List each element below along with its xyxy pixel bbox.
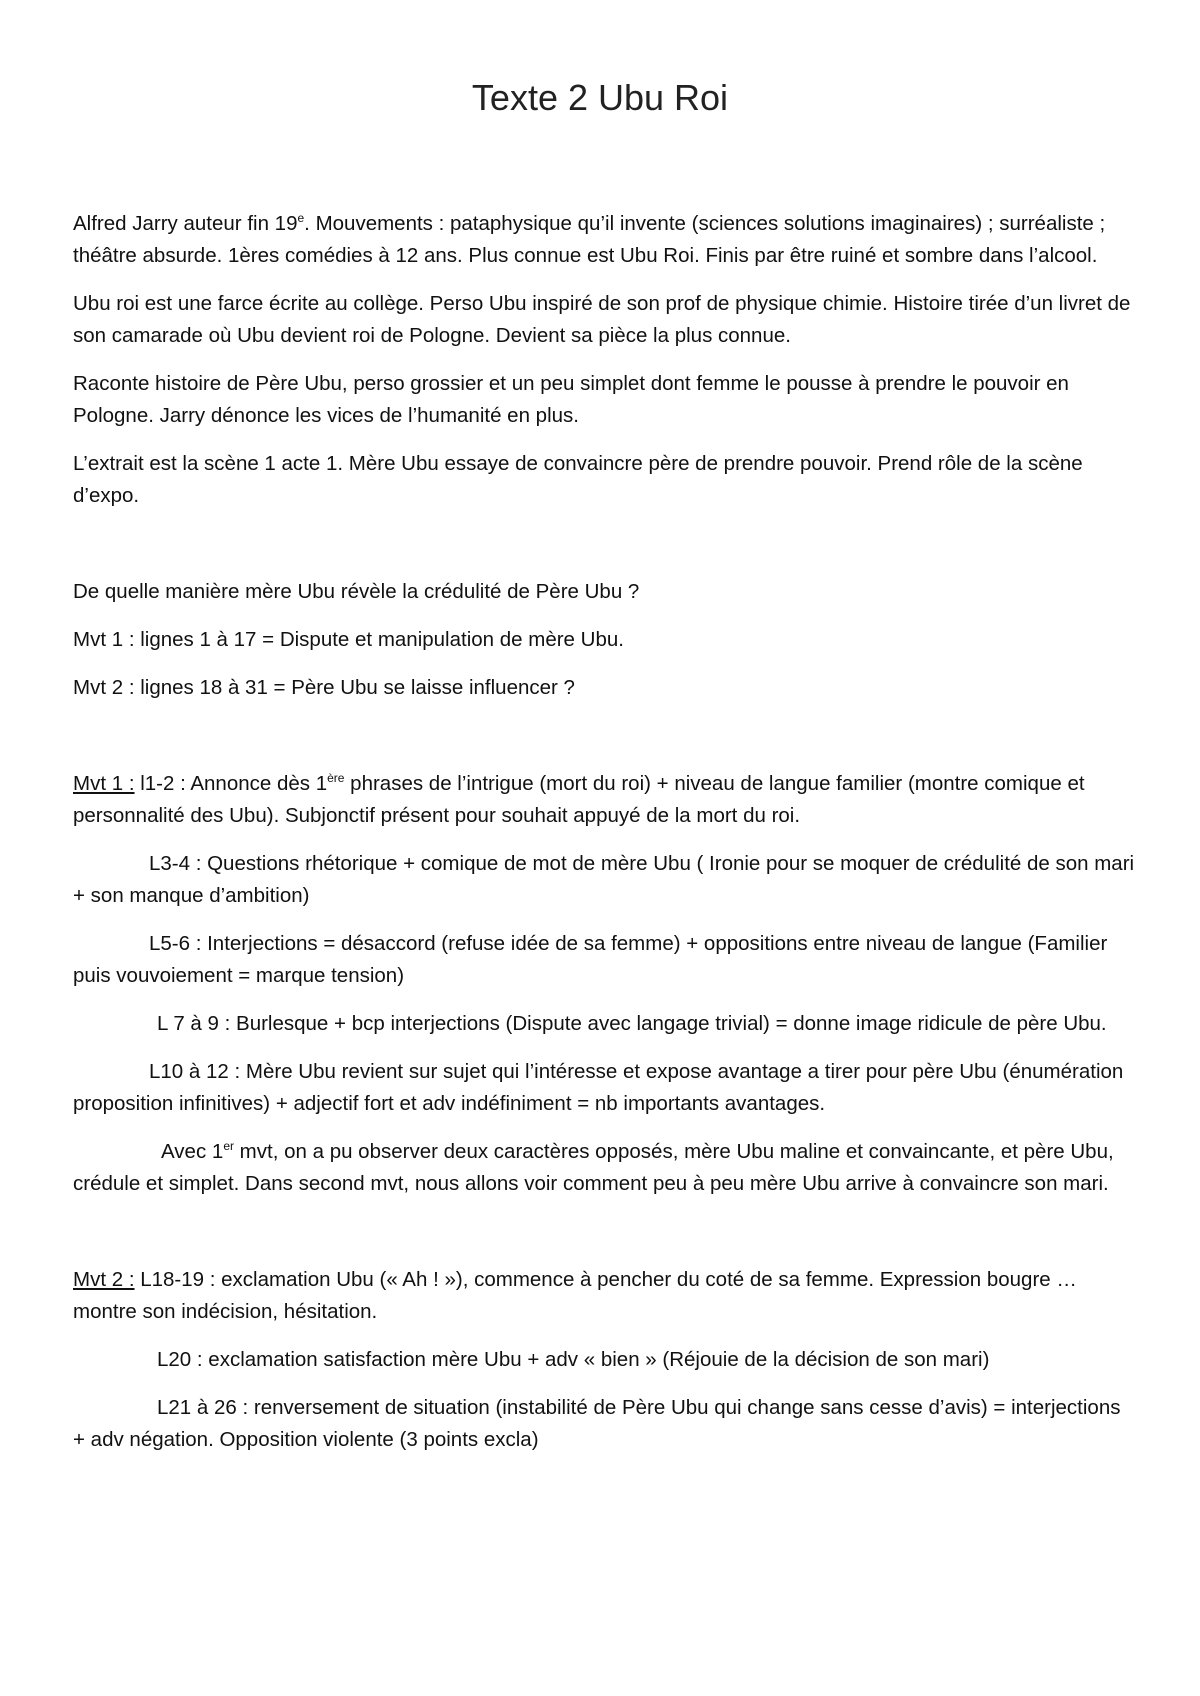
mvt1-lines-3-4: L3-4 : Questions rhétorique + comique de mot de mère Ubu ( Ironie pour se moquer de crédulité de son mari + son manque d’ambition) <box>73 852 1135 907</box>
spacer <box>73 1216 1137 1264</box>
mvt1-lines-10-12: L10 à 12 : Mère Ubu revient sur sujet qui l’intéresse et expose avantage a tirer pour père Ubu (énumération proposition infinitives) + adjectif fort et adv indéfiniment = nb importants avantages. <box>73 1060 1124 1115</box>
mvt1-lines-5-6: L5-6 : Interjections = désaccord (refuse idée de sa femme) + oppositions entre niveau de langue (Familier puis vouvoiement = marque tension) <box>73 932 1108 987</box>
plan-mvt-2: Mvt 2 : lignes 18 à 31 = Père Ubu se laisse influencer ? <box>73 676 575 699</box>
mvt2-line-20: L20 : exclamation satisfaction mère Ubu + adv « bien » (Réjouie de la décision de son mari) <box>157 1348 990 1371</box>
spacer <box>73 720 1137 768</box>
spacer <box>73 528 1137 576</box>
problematique-question: De quelle manière mère Ubu révèle la crédulité de Père Ubu ? <box>73 580 640 603</box>
mvt2-label: Mvt 2 : <box>73 1268 135 1291</box>
mvt1-lines-1-2: Mvt 1 : l1-2 : Annonce dès 1ère phrases de l’intrigue (mort du roi) + niveau de langue familier (montre comique et personnalité des Ubu). Subjonctif présent pour souhait appuyé de la mort du roi. <box>73 771 1085 827</box>
mvt2-lines-18-19: Mvt 2 : L18-19 : exclamation Ubu (« Ah ! »), commence à pencher du coté de sa femme. Expression bougre … montre son indécision, hésitation. <box>73 1268 1077 1323</box>
mvt1-label: Mvt 1 : <box>73 772 135 795</box>
intro-paragraph-play: Ubu roi est une farce écrite au collège. Perso Ubu inspiré de son prof de physique chimie. Histoire tirée d’un livret de son camarade où Ubu devient roi de Pologne. Devient sa pièce la plus connue. <box>73 292 1131 347</box>
plan-mvt-1: Mvt 1 : lignes 1 à 17 = Dispute et manipulation de mère Ubu. <box>73 628 624 651</box>
mvt1-lines-7-9: L 7 à 9 : Burlesque + bcp interjections (Dispute avec langage trivial) = donne image ridicule de père Ubu. <box>157 1012 1107 1035</box>
page-title: Texte 2 Ubu Roi <box>471 77 729 118</box>
intro-paragraph-author: Alfred Jarry auteur fin 19e. Mouvements : pataphysique qu’il invente (sciences solutions imaginaires) ; surréaliste ; théâtre absurde. 1ères comédies à 12 ans. Plus connue est Ubu Roi. Finis par être ruiné et sombre dans l’alcool. <box>73 211 1106 267</box>
document-body <box>73 208 1137 1472</box>
intro-paragraph-extract: L’extrait est la scène 1 acte 1. Mère Ubu essaye de convaincre père de prendre pouvoir. Prend rôle de la scène d’expo. <box>73 452 1083 507</box>
mvt1-conclusion: Avec 1er mvt, on a pu observer deux caractères opposés, mère Ubu maline et convaincante, et père Ubu, crédule et simplet. Dans second mvt, nous allons voir comment peu à peu mère Ubu arrive à convaincre son mari. <box>73 1139 1114 1195</box>
intro-paragraph-story: Raconte histoire de Père Ubu, perso grossier et un peu simplet dont femme le pousse à prendre le pouvoir en Pologne. Jarry dénonce les vices de l’humanité en plus. <box>73 372 1069 427</box>
mvt2-lines-21-26: L21 à 26 : renversement de situation (instabilité de Père Ubu qui change sans cesse d’avis) = interjections + adv négation. Opposition violente (3 points excla) <box>73 1396 1121 1451</box>
